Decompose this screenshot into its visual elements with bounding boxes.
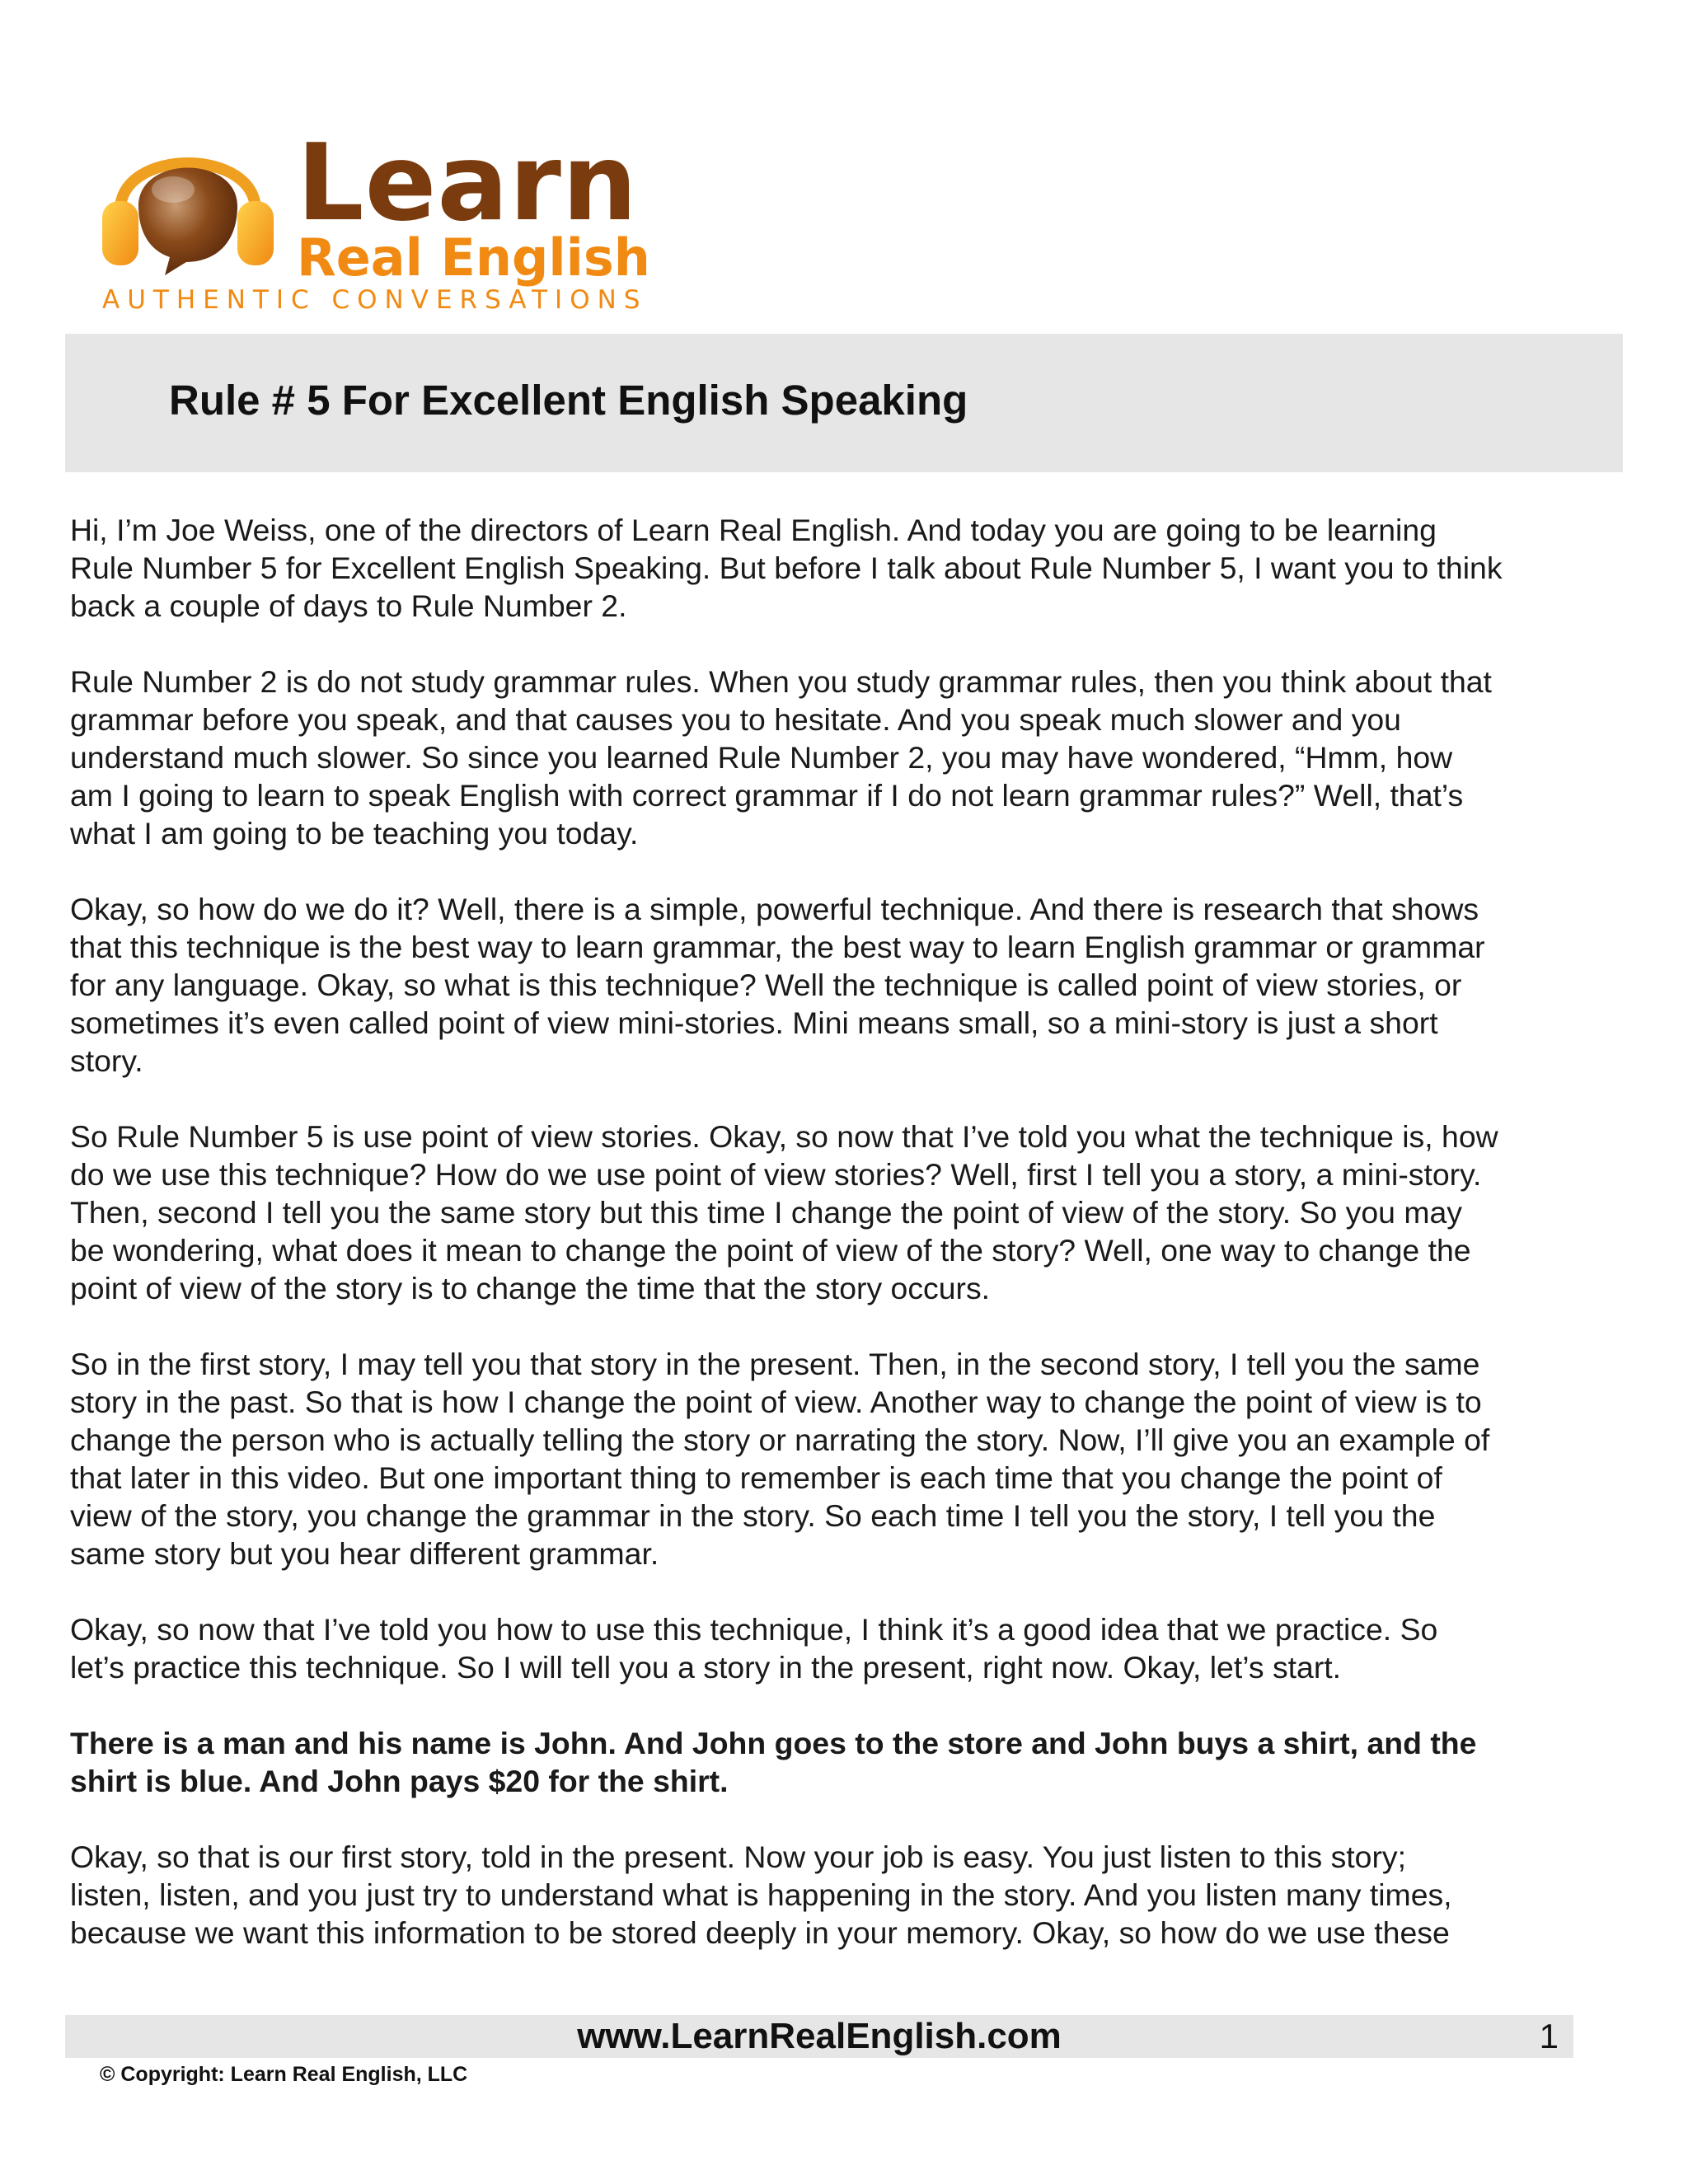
copyright-notice: © Copyright: Learn Real English, LLC <box>100 2063 468 2086</box>
title-band <box>65 334 1623 472</box>
page-title: Rule # 5 For Excellent English Speaking <box>169 377 968 424</box>
page-number: 1 <box>1539 2017 1559 2055</box>
logo-word-learn: Learn <box>297 122 638 245</box>
paragraph-intro: Hi, I’m Joe Weiss, one of the directors of Learn Real English. And today you are going to be learning Rule Number 5 for Excellent English Speaking. But before I talk about Rule Number 5, I want you to think back a couple of days to Rule Number 2. <box>70 513 1503 623</box>
headphones-speech-bubble-icon <box>89 122 287 287</box>
paragraph-story-present: There is a man and his name is John. And John goes to the store and John buys a shirt, and the shirt is blue. And John pays $20 for the shirt. <box>70 1726 1477 1798</box>
learn-real-english-logo <box>89 122 649 320</box>
logo-word-real-english: Real English <box>297 227 650 288</box>
paragraph-rule-2: Rule Number 2 is do not study grammar rules. When you study grammar rules, then you think about that grammar before you speak, and that causes you to hesitate. And you speak much slower and you understand much slower. So since you learned Rule Number 2, you may have wondered, “Hmm, how am I going to learn to speak English with correct grammar if I do not learn grammar rules?” Well, that’s what I am going to be teaching you today. <box>70 664 1492 851</box>
footer-band <box>65 2015 1573 2058</box>
logo-tagline: AUTHENTIC CONVERSATIONS <box>102 285 648 315</box>
paragraph-practice: Okay, so now that I’ve told you how to use this technique, I think it’s a good idea that we practice. So let’s practice this technique. So I will tell you a story in the present, right now. Okay, let’s start. <box>70 1612 1438 1685</box>
paragraph-technique: Okay, so how do we do it? Well, there is a simple, powerful technique. And there is research that shows that this technique is the best way to learn grammar, the best way to learn English grammar or grammar for any language. Okay, so what is this technique? Well the technique is called point of view stories, or sometimes it’s even called point of view mini-stories. Mini means small, so a mini-story is just a short story. <box>70 892 1485 1078</box>
paragraph-point-of-view: So in the first story, I may tell you that story in the present. Then, in the second story, I tell you the same story in the past. So that is how I change the point of view. Another way to change the point of view is to change the person who is actually telling the story or narrating the story. Now, I’ll give you an example of that later in this video. But one important thing to remember is each time that you change the point of view of the story, you change the grammar in the story. So each time I tell you the story, I tell you the same story but you hear different grammar. <box>70 1347 1490 1571</box>
footer-url: www.LearnRealEnglish.com <box>577 2016 1062 2056</box>
paragraph-first-story: Okay, so that is our first story, told in the present. Now your job is easy. You just listen to this story; listen, listen, and you just try to understand what is happening in the story. And you listen many times, because we want this information to be stored deeply in your memory. Okay, so how do we use these <box>70 1840 1452 1950</box>
paragraph-rule-5: So Rule Number 5 is use point of view stories. Okay, so now that I’ve told you what the technique is, how do we use this technique? How do we use point of view stories? Well, first I tell you a story, a mini-story. Then, second I tell you the same story but this time I change the point of view of the story. So you may be wondering, what does it mean to change the point of view of the story? Well, one way to change the point of view of the story is to change the time that the story occurs. <box>70 1119 1498 1305</box>
transcript-body <box>70 511 1628 1990</box>
